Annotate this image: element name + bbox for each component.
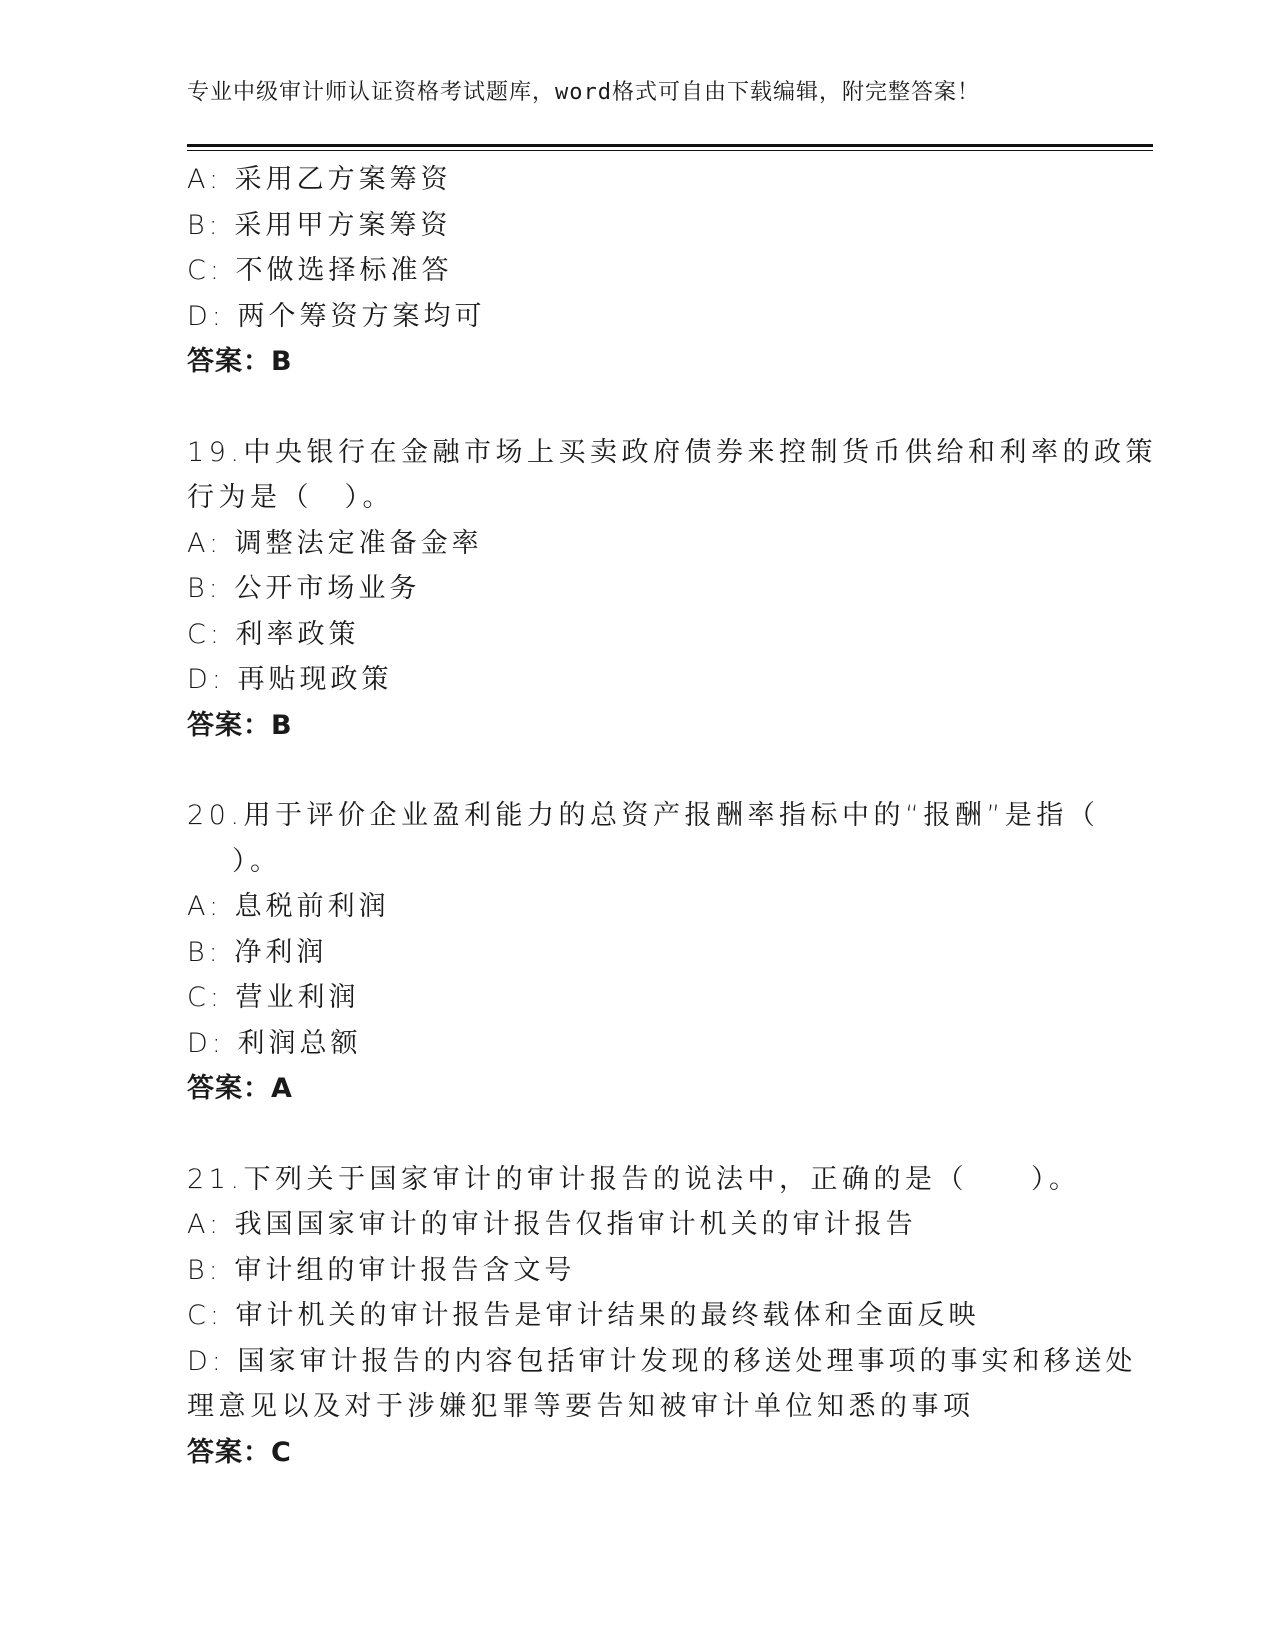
option-d: D: 两个筹资方案均可 (187, 300, 486, 332)
option-b: B: 采用甲方案筹资 (187, 209, 452, 241)
option-d-continued: 理意见以及对于涉嫌犯罪等要告知被审计单位知悉的事项 (187, 1391, 975, 1422)
question-21 (187, 1157, 1137, 1476)
option-a: A: 调整法定准备金率 (187, 527, 483, 559)
header-rule-thick (187, 144, 1153, 147)
spacer (187, 748, 1087, 793)
question-19 (187, 430, 1157, 749)
option-b: B: 审计组的审计报告含文号 (187, 1254, 576, 1286)
question-stem: 21.下列关于国家审计的审计报告的说法中，正确的是（ ）。 (187, 1163, 1081, 1195)
option-a: A: 我国国家审计的审计报告仅指审计机关的审计报告 (187, 1209, 917, 1240)
option-d: D: 再贴现政策 (187, 664, 393, 695)
option-c: C: 利率政策 (187, 618, 360, 650)
answer: 答案：C (187, 1436, 292, 1468)
question-18 (187, 157, 1087, 385)
option-c: C: 营业利润 (187, 982, 360, 1013)
spacer (187, 1112, 1087, 1157)
question-stem-continued: 行为是（ ）。 (187, 482, 394, 513)
option-b: B: 公开市场业务 (187, 573, 421, 604)
answer: 答案：B (187, 709, 293, 741)
option-a: A: 采用乙方案筹资 (187, 164, 452, 195)
answer: 答案：B (187, 346, 293, 377)
answer: 答案：A (187, 1073, 293, 1104)
header-rule-thin (187, 150, 1153, 151)
option-d: D: 国家审计报告的内容包括审计发现的移送处理事项的事实和移送处 (187, 1345, 1137, 1377)
option-c: C: 审计机关的审计报告是审计结果的最终载体和全面反映 (187, 1300, 980, 1331)
question-stem: 19.中央银行在金融市场上买卖政府债券来控制货币供给和利率的政策 (187, 436, 1157, 468)
spacer (187, 385, 1087, 430)
question-stem: 20.用于评价企业盈利能力的总资产报酬率指标中的“报酬”是指（ (187, 800, 1100, 831)
option-d: D: 利润总额 (187, 1027, 362, 1059)
question-stem-continued: ）。 (232, 845, 282, 877)
page-header: 专业中级审计师认证资格考试题库，word格式可自由下载编辑，附完整答案！ (187, 80, 980, 105)
option-b: B: 净利润 (187, 936, 328, 968)
option-c: C: 不做选择标准答 (187, 255, 453, 286)
option-a: A: 息税前利润 (187, 891, 390, 922)
document-body (187, 157, 1157, 1475)
question-20 (187, 793, 1100, 1112)
